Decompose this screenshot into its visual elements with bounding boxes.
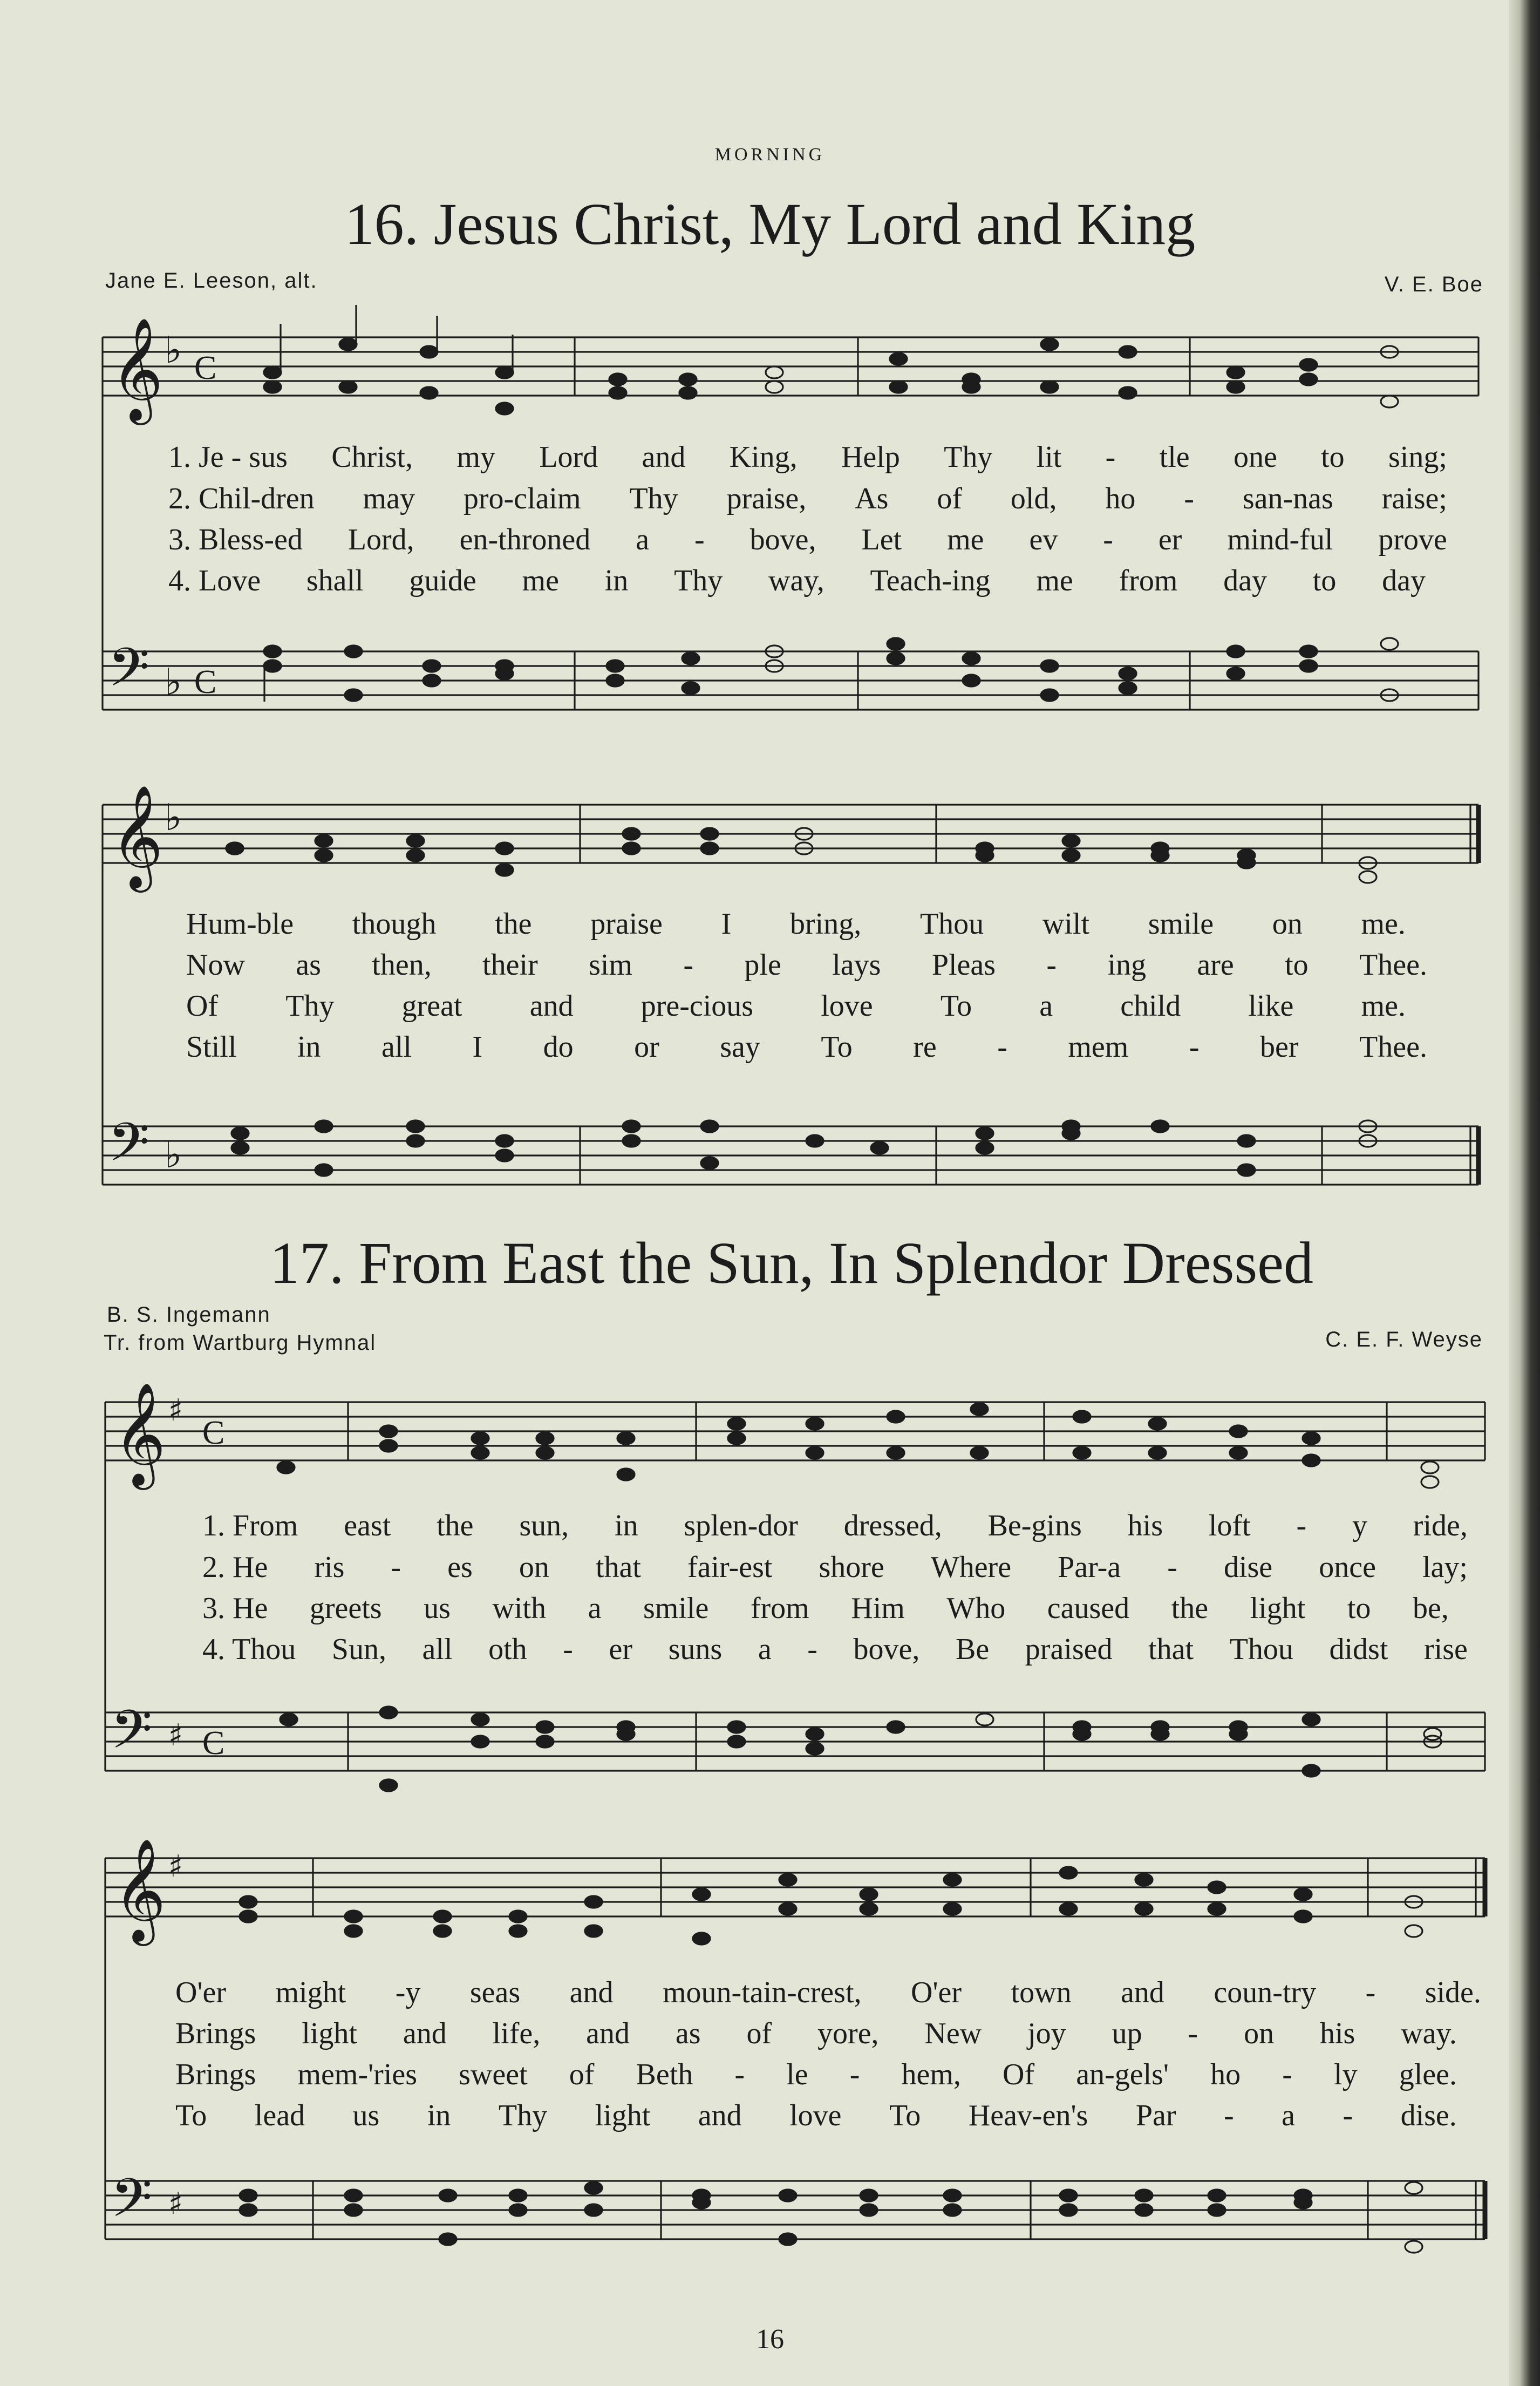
hymn-17-system-1-verse-1: 1. From east the sun, in splen-dor dressed, Be-gins his loft - y ride, [202,1509,1468,1542]
common-time-icon: C [202,1415,225,1451]
common-time-icon: C [202,1725,225,1762]
hymn-16-author: Jane E. Leeson, alt. [105,269,318,293]
hymn-17-system-1-bass-notes [280,1707,1441,1791]
page-number: 16 [756,2324,784,2355]
hymn-17-system-1-treble-staff [105,1402,1485,1460]
hymn-17-author: B. S. Ingemann [107,1303,271,1327]
hymn-17-system-1-verse-3: 3. He greets us with a smile from Him Who caused the light to be, [202,1592,1449,1625]
hymn-17-system-1-verse-2: 2. He ris - es on that fair-est shore Where Par-a - dise once lay; [202,1551,1468,1584]
hymn-16-system-1-verse-4: 4. Love shall guide me in Thy way, Teach-ing me from day to day [168,564,1426,597]
hymn-17-composer: C. E. F. Weyse [1325,1328,1483,1351]
hymn-17-system-2-verse-1: O'er might -y seas and moun-tain-crest, O'er town and coun-try - side. [175,1976,1481,2009]
section-heading: MORNING [714,145,826,165]
hymn-16-system-1-verse-1: 1. Je - sus Christ, my Lord and King, Help Thy lit - tle one to sing; [168,440,1447,474]
hymn-17-system-1-verse-4: 4. Thou Sun, all oth - er suns a - bove, Be praised that Thou didst rise [202,1633,1468,1666]
bass-clef-icon: 𝄢 [111,2167,153,2242]
sharp-key-signature-icon: ♯ [168,1849,183,1884]
hymn-16-system-1-verse-3: 3. Bless-ed Lord, en-throned a - bove, Let me ev - er mind-ful prove [168,523,1447,556]
sharp-key-signature-icon: ♯ [168,2186,183,2221]
sharp-key-signature-icon: ♯ [168,1393,183,1428]
hymn-16-system-2-verse-2: Now as then, their sim - ple lays Pleas - ing are to Thee. [186,948,1427,982]
hymn-17-title: 17. From East the Sun, In Splendor Dressed [270,1230,1313,1296]
flat-key-signature-icon: ♭ [165,1134,182,1177]
treble-clef-icon: 𝄞 [113,1838,166,1941]
hymn-16-composer: V. E. Boe [1384,273,1483,296]
sharp-key-signature-icon: ♯ [168,1718,183,1753]
hymn-17-system-2-verse-3: Brings mem-'ries sweet of Beth - le - hem, Of an-gels' ho - ly glee. [175,2058,1457,2091]
flat-key-signature-icon: ♭ [165,797,182,839]
treble-clef-icon: 𝄞 [111,317,163,420]
hymn-16-system-2-verse-1: Hum-ble though the praise I bring, Thou wilt smile on me. [186,907,1406,941]
hymn-17-system-2-notes [240,1867,1422,1945]
treble-clef-icon: 𝄞 [111,784,163,888]
treble-clef-icon: 𝄞 [113,1382,166,1485]
hymn-17-system-1-bass-staff [105,1712,1485,1771]
common-time-icon: C [194,664,217,701]
hymn-16-system-2-verse-4: Still in all I do or say To re - mem - ber Thee. [186,1030,1427,1064]
flat-key-signature-icon: ♭ [165,661,182,704]
bass-clef-icon: 𝄢 [111,1699,153,1774]
hymn-16-title: 16. Jesus Christ, My Lord and King [344,191,1196,257]
bass-clef-icon: 𝄢 [108,1112,150,1187]
bass-clef-icon: 𝄢 [108,637,150,712]
hymn-17-system-2-bass-notes [240,2182,1422,2253]
hymn-17-translator: Tr. from Wartburg Hymnal [104,1331,377,1355]
common-time-icon: C [194,350,217,386]
hymn-16-system-2-verse-3: Of Thy great and pre-cious love To a child like me. [186,989,1406,1023]
hymn-17-system-2-verse-2: Brings light and life, and as of yore, New joy up - on his way. [175,2017,1457,2050]
hymn-17-system-2-verse-4: To lead us in Thy light and love To Heav-en's Par - a - dise. [175,2099,1457,2132]
flat-key-signature-icon: ♭ [165,329,182,372]
hymn-16-system-1-verse-2: 2. Chil-dren may pro-claim Thy praise, As of old, ho - san-nas raise; [168,482,1447,515]
